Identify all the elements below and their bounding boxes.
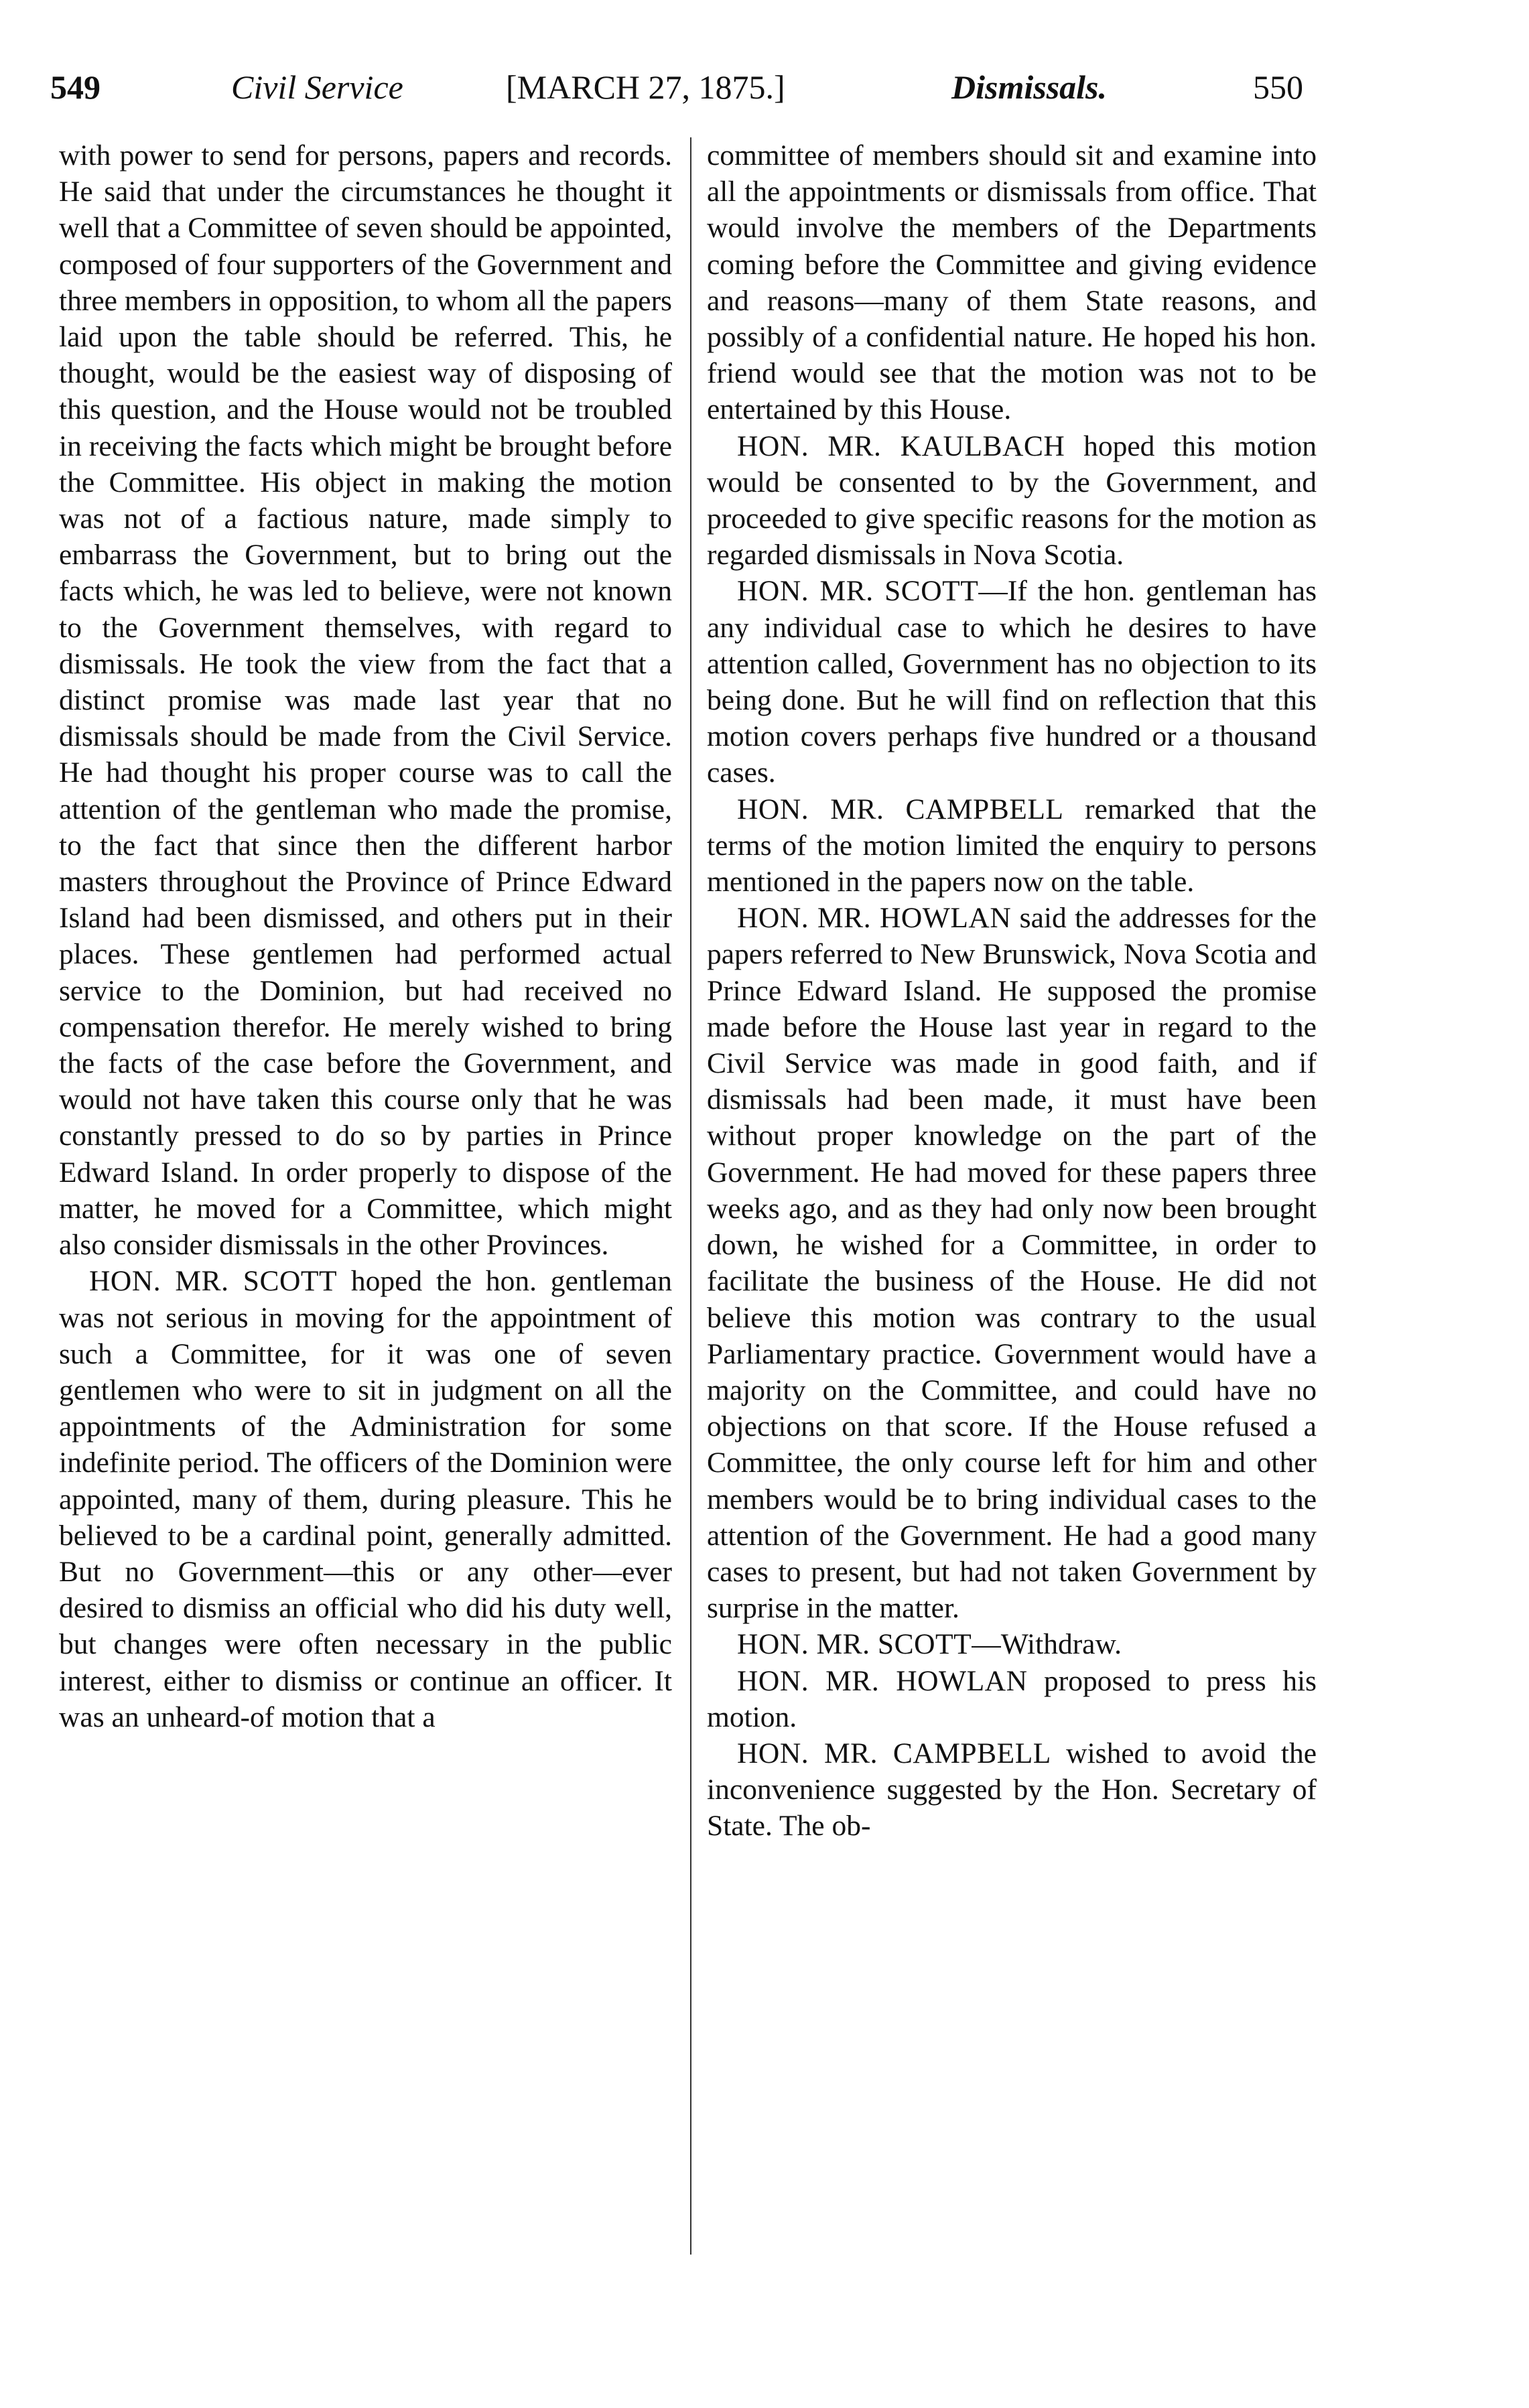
paragraph-text: hoped the hon. gentleman was not serious in moving for the appointment of such a Committee, for it was one of seven gentlemen who were to sit in judgment on all the appointments of the Administration for some indefinite period. The officers of the Dominion were appointed, many of them, during pleasure. This he believed to be a cardinal point, generally admitted. But no Government—this or any other—ever desired to dismiss an official who did his duty well, but changes were often necessary in the public interest, either to dismiss or continue an officer. It was an unheard-of motion that a bbox=[59, 1265, 672, 1733]
paragraph bbox=[707, 1626, 1317, 1662]
paragraph-text: —Withdraw. bbox=[972, 1628, 1122, 1661]
left-column bbox=[59, 137, 672, 1735]
paragraph bbox=[707, 137, 1317, 428]
paragraph-text: proposed to press his motion. bbox=[707, 1664, 1317, 1733]
paragraph-text: with power to send for persons, papers and records. He said that under the circumstances he thought it well that a Committee of seven should be appointed, composed of four supporters of the Government and three members in opposition, to whom all the papers laid upon the table should be referred. This, he thought, would be the easiest way of disposing of this question, and the House would not be troubled in receiving the facts which might be brought before the Committee. His object in making the motion was not of a factious nature, made simply to embarrass the Government, but to bring out the facts which, he was led to believe, were not known to the Government themselves, with regard to dismissals. He took the view from the fact that a distinct promise was made last year that no dismissals should be made from the Civil Service. He had thought his proper course was to call the attention of the gentleman who made the promise, to the fact that since then the different harbor masters throughout the Province of Prince Edward Island had been dismissed, and others put in their places. These gentlemen had performed actual service to the Dominion, but had received no compensation therefor. He merely wished to bring the facts of the case before the Government, and would not have taken this course only that he was constantly pressed to do so by parties in Prince Edward Island. In order properly to dispose of the matter, he moved for a Committee, which might also consider dismissals in the other Provinces. bbox=[59, 139, 672, 1262]
paragraph-text: wished to avoid the inconvenience suggested by the Hon. Secretary of State. The ob- bbox=[707, 1737, 1317, 1843]
paragraph-text: —If the hon. gentleman has any individual case to which he desires to have attention called, Government has no objection to its being done. But he will find on reflection that this motion covers perhaps five hundred or a thousand cases. bbox=[707, 575, 1317, 789]
speaker-name: HON. MR. CAMPBELL bbox=[737, 793, 1064, 825]
column-divider bbox=[690, 137, 691, 2255]
speaker-name: HON. MR. SCOTT bbox=[737, 575, 979, 608]
speaker-name: HON. MR. SCOTT bbox=[737, 1628, 972, 1661]
speaker-name: HON. MR. SCOTT bbox=[89, 1265, 338, 1298]
paragraph bbox=[707, 428, 1317, 574]
paragraph-text: said the addresses for the papers referred to New Brunswick, Nova Scotia and Prince Edward Island. He supposed the promise made before the House last year in regard to the Civil Service was made in good faith, and if dismissals had been made, it must have been without proper knowledge on the part of the Government. He had moved for these papers three weeks ago, and as they had only now been brought down, he wished for a Committee, in order to facilitate the business of the House. He did not believe this motion was contrary to the usual Parliamentary practice. Government would have a majority on the Committee, and could have no objections on that score. If the House refused a Committee, the only course left for him and other members would be to bring individual cases to the attention of the Government. He had a good many cases to present, but had not taken Government by surprise in the matter. bbox=[707, 902, 1317, 1625]
left-page-number: 549 bbox=[50, 68, 101, 106]
paragraph-text: hoped this motion would be consented to by the Government, and proceeded to give specific reasons for the motion as regarded dismissals in Nova Scotia. bbox=[707, 429, 1317, 572]
paragraph bbox=[59, 1263, 672, 1735]
page-header bbox=[50, 64, 1471, 111]
speaker-name: HON. MR. HOWLAN bbox=[737, 902, 1012, 935]
right-column bbox=[707, 137, 1317, 1845]
paragraph-text: remarked that the terms of the motion limited the enquiry to persons mentioned in the papers now on the table. bbox=[707, 793, 1317, 898]
paragraph bbox=[707, 1663, 1317, 1735]
left-running-title: Civil Service bbox=[231, 68, 403, 106]
paragraph bbox=[707, 791, 1317, 900]
paragraph bbox=[707, 900, 1317, 1626]
paragraph bbox=[707, 1735, 1317, 1845]
paragraph-text: committee of members should sit and examine into all the appointments or dismissals from office. That would involve the members of the Departments coming before the Committee and giving evidence and reasons—many of them State reasons, and possibly of a confidential nature. He hoped his hon. friend would see that the motion was not to be entertained by this House. bbox=[707, 139, 1317, 426]
paragraph bbox=[707, 573, 1317, 791]
right-page-number: 550 bbox=[1253, 68, 1303, 106]
speaker-name: HON. MR. CAMPBELL bbox=[737, 1737, 1051, 1769]
paragraph bbox=[59, 137, 672, 1263]
header-date: [MARCH 27, 1875.] bbox=[506, 68, 785, 106]
right-running-title: Dismissals. bbox=[951, 68, 1108, 106]
speaker-name: HON. MR. KAULBACH bbox=[737, 429, 1065, 462]
speaker-name: HON. MR. HOWLAN bbox=[737, 1664, 1028, 1697]
